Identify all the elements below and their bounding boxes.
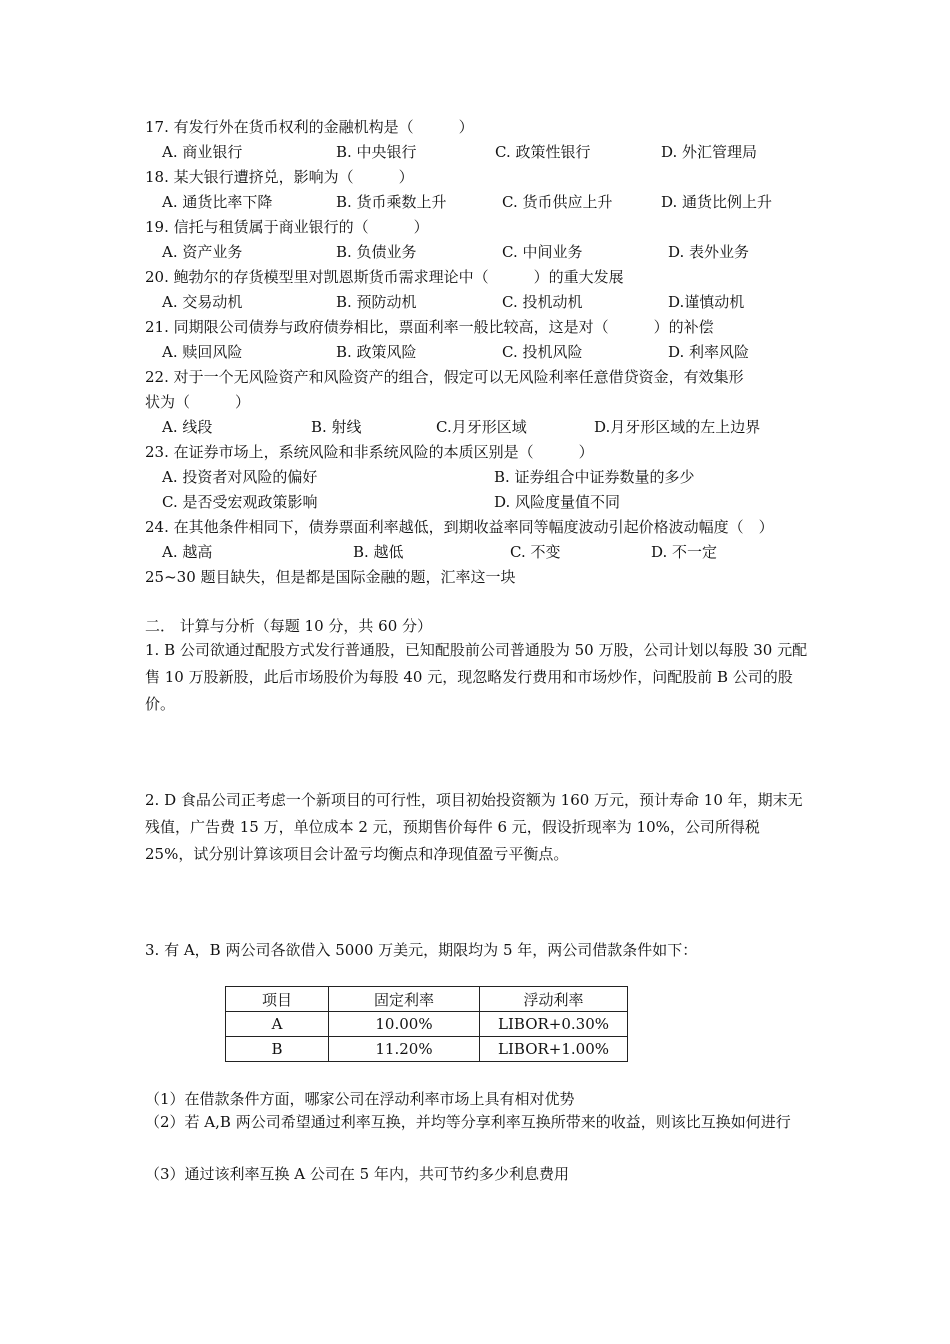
table-row <box>226 1012 628 1037</box>
calc-question-1: 1. B 公司欲通过配股方式发行普通股，已知配股前公司普通股为 50 万股，公司计划以每股 30 元配售 10 万股新股，此后市场股价为每股 40 元，现忽略发行费用和市场炒作，问配股前 B 公司的股价。 <box>145 641 808 713</box>
q22-option-b: B. 射线 <box>311 418 362 436</box>
q24-option-c: C. 不变 <box>510 543 561 561</box>
question-24-stem: 24. 在其他条件相同下，债券票面利率越低，到期收益率同等幅度波动引起价格波动幅度（ ） <box>145 518 774 536</box>
q18-option-c: C. 货币供应上升 <box>502 193 613 211</box>
table-cell: LIBOR+0.30% <box>480 1012 628 1037</box>
q22-option-c: C.月牙形区域 <box>436 418 527 436</box>
table-cell: LIBOR+1.00% <box>480 1037 628 1062</box>
q19-option-a: A. 资产业务 <box>162 243 243 261</box>
q17-option-c: C. 政策性银行 <box>495 143 591 161</box>
q17-option-d: D. 外汇管理局 <box>661 143 758 161</box>
table-row <box>226 1037 628 1062</box>
q23-option-d: D. 风险度量值不同 <box>494 493 621 511</box>
question-22-stem-continued: 状为（ ） <box>145 393 251 411</box>
calc-question-3-intro: 3. 有 A，B 两公司各欲借入 5000 万美元，期限均为 5 年，两公司借款条件如下： <box>145 941 698 959</box>
calc-question-3-part-3: （3）通过该利率互换 A 公司在 5 年内，共可节约多少利息费用 <box>145 1165 569 1183</box>
question-20-stem: 20. 鲍勃尔的存货模型里对凯恩斯货币需求理论中（ ）的重大发展 <box>145 268 624 286</box>
q23-option-b: B. 证券组合中证券数量的多少 <box>494 468 695 486</box>
q18-option-b: B. 货币乘数上升 <box>336 193 447 211</box>
table-cell: 11.20% <box>329 1037 480 1062</box>
table-header-cell: 固定利率 <box>329 987 480 1012</box>
question-21-stem: 21. 同期限公司债券与政府债券相比，票面利率一般比较高，这是对（ ）的补偿 <box>145 318 714 336</box>
q21-option-a: A. 赎回风险 <box>162 343 243 361</box>
q20-option-a: A. 交易动机 <box>162 293 243 311</box>
table-cell: B <box>226 1037 329 1062</box>
q21-option-c: C. 投机风险 <box>502 343 583 361</box>
calc-question-3-part-2: （2）若 A,B 两公司希望通过利率互换，并均等分享利率互换所带来的收益，则该比互换如何进行 <box>145 1113 791 1131</box>
q20-option-d: D.谨慎动机 <box>668 293 745 311</box>
q17-option-b: B. 中央银行 <box>336 143 417 161</box>
q18-option-a: A. 通货比率下降 <box>162 193 273 211</box>
section-2-heading: 二． 计算与分析（每题 10 分，共 60 分） <box>145 617 433 635</box>
q20-option-c: C. 投机动机 <box>502 293 583 311</box>
table-cell: A <box>226 1012 329 1037</box>
question-22-stem: 22. 对于一个无风险资产和风险资产的组合，假定可以无风险利率任意借贷资金，有效集形 <box>145 368 744 386</box>
q21-option-b: B. 政策风险 <box>336 343 417 361</box>
q21-option-d: D. 利率风险 <box>668 343 750 361</box>
q22-option-a: A. 线段 <box>162 418 213 436</box>
q17-option-a: A. 商业银行 <box>162 143 243 161</box>
table-header-row <box>226 987 628 1012</box>
q19-option-c: C. 中间业务 <box>502 243 583 261</box>
interest-rate-table <box>225 986 628 1062</box>
q23-option-c: C. 是否受宏观政策影响 <box>162 493 318 511</box>
question-18-stem: 18. 某大银行遭挤兑，影响为（ ） <box>145 168 414 186</box>
table-cell: 10.00% <box>329 1012 480 1037</box>
q19-option-d: D. 表外业务 <box>668 243 750 261</box>
table-header-cell: 项目 <box>226 987 329 1012</box>
missing-questions-note: 25~30 题目缺失，但是都是国际金融的题，汇率这一块 <box>145 568 516 586</box>
q20-option-b: B. 预防动机 <box>336 293 417 311</box>
question-23-stem: 23. 在证券市场上，系统风险和非系统风险的本质区别是（ ） <box>145 443 594 461</box>
q24-option-b: B. 越低 <box>353 543 404 561</box>
q24-option-a: A. 越高 <box>162 543 213 561</box>
q22-option-d: D.月牙形区域的左上边界 <box>594 418 761 436</box>
q23-option-a: A. 投资者对风险的偏好 <box>162 468 318 486</box>
q24-option-d: D. 不一定 <box>651 543 718 561</box>
q19-option-b: B. 负债业务 <box>336 243 417 261</box>
calc-question-2: 2. D 食品公司正考虑一个新项目的可行性，项目初始投资额为 160 万元，预计寿命 10 年，期末无残值，广告费 15 万，单位成本 2 元，预期售价每件 6 元，假设折现率为 10%，公司所得税 25%，试分别计算该项目会计盈亏均衡点和净现值盈亏平衡点。 <box>145 791 803 863</box>
question-19-stem: 19. 信托与租赁属于商业银行的（ ） <box>145 218 429 236</box>
question-17-stem: 17. 有发行外在货币权利的金融机构是（ ） <box>145 118 474 136</box>
q18-option-d: D. 通货比例上升 <box>661 193 773 211</box>
table-header-cell: 浮动利率 <box>480 987 628 1012</box>
calc-question-3-part-1: （1）在借款条件方面，哪家公司在浮动利率市场上具有相对优势 <box>145 1090 575 1108</box>
